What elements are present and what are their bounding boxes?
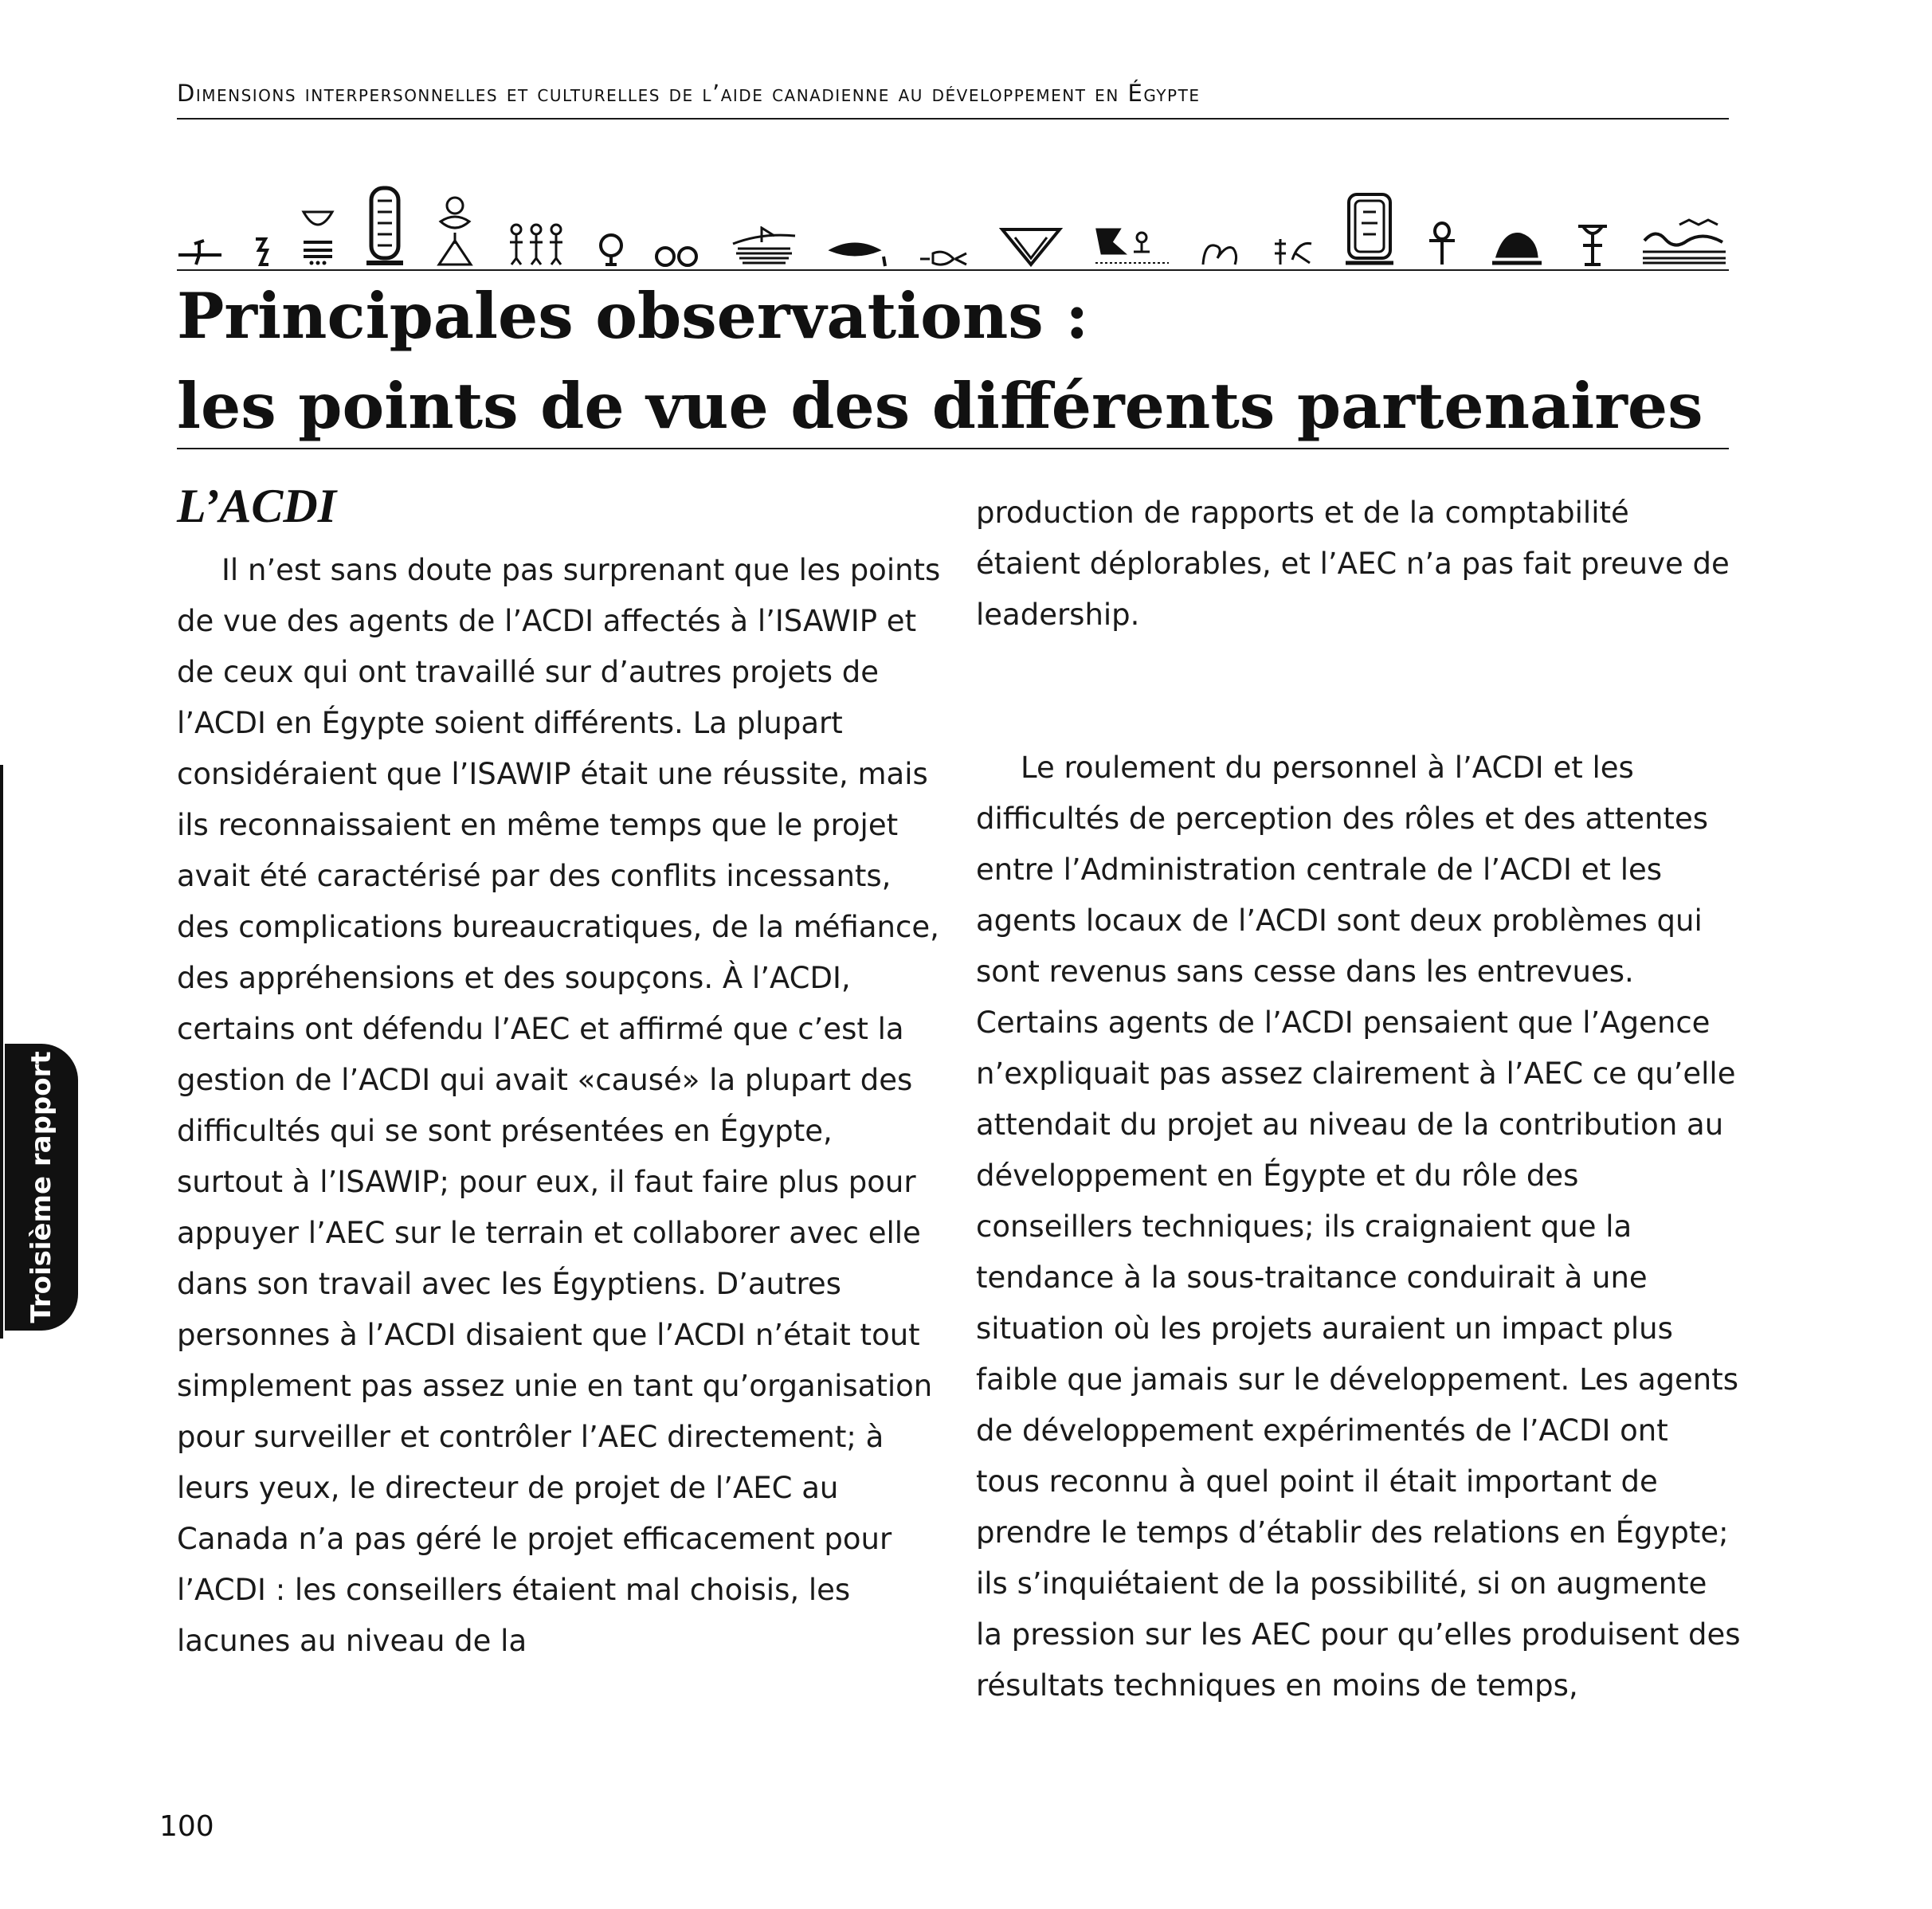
hieroglyph-plant-icon bbox=[1270, 188, 1315, 268]
hieroglyph-triangle-icon bbox=[999, 188, 1063, 268]
page-number: 100 bbox=[159, 1810, 214, 1843]
hieroglyph-pot-icon bbox=[598, 188, 625, 268]
hieroglyph-cartouche-icon bbox=[365, 188, 405, 268]
right-column bbox=[976, 488, 1741, 1711]
hieroglyph-shrine-icon bbox=[1344, 188, 1395, 268]
hieroglyph-eye-icon bbox=[828, 188, 888, 268]
hieroglyph-serpent-icon bbox=[1640, 188, 1729, 268]
hieroglyph-reed-icon bbox=[177, 188, 223, 268]
header-rule bbox=[177, 118, 1729, 120]
hieroglyph-rope-icon bbox=[1200, 188, 1240, 268]
hieroglyph-boat-icon bbox=[730, 188, 798, 268]
body-paragraph: Le roulement du personnel à l’ACDI et les difficultés de perception des rôles et des attentes entre l’Administration centrale de l’ACDI et les agents locaux de l’ACDI sont deux problèmes qui sont revenus sans cesse dans les entrevues. Certains agents de l’ACDI pensaient que l’Agence n’expliquait pas assez clairement à l’AEC ce qu’elle attendait du projet au niveau de la contribution au développement en Égypte et du rôle des conseillers techniques; ils craignaient que la tendance à la sous-traitance conduirait à une situation où les projets auraient un impact plus faible que jamais sur le développement. Les agents de développement expérimentés de l’ACDI ont tous reconnu à quel point il était important de prendre le temps d’établir des relations en Égypte; ils s’inquiétaient de la possibilité, si on augmente la pression sur les AEC pour qu’elles produisent des résultats techniques en moins de temps, bbox=[976, 751, 1741, 1703]
hieroglyph-ankh-icon bbox=[1425, 188, 1460, 268]
hieroglyph-wick-icon bbox=[253, 188, 270, 268]
hieroglyph-lotus-icon bbox=[434, 188, 476, 268]
hieroglyph-strip bbox=[177, 185, 1729, 268]
hieroglyph-bird-icon bbox=[1092, 188, 1170, 268]
margin-line bbox=[0, 765, 3, 1339]
hieroglyph-eyes-icon bbox=[654, 188, 700, 268]
running-header: Dimensions interpersonnelles et culturelles de l’aide canadienne au développement en Égypte bbox=[177, 80, 1201, 107]
side-tab-label: Troisième rapport bbox=[25, 1051, 57, 1323]
chapter-title-line-1: Principales observations : bbox=[177, 279, 1089, 353]
section-heading: L’ACDI bbox=[177, 480, 337, 532]
hieroglyph-basket-icon bbox=[300, 188, 335, 268]
body-paragraph: Il n’est sans doute pas surprenant que les points de vue des agents de l’ACDI affectés à l’ISAWIP et de ceux qui ont travaillé sur d’autres projets de l’ACDI en Égypte soient différents. La plupart considéraient que l’ISAWIP était une réussite, mais ils reconnaissaient en même temps que le projet avait été caractérisé par des conflits incessants, des complications bureaucratiques, de la méfiance, des appréhensions et des soupçons. À l’ACDI, certains ont défendu l’AEC et affirmé que c’est la gestion de l’ACDI qui avait «causé» la plupart des difficultés qui se sont présentées en Égypte, surtout à l’ISAWIP; pour eux, il faut faire plus pour appuyer l’AEC sur le terrain et collaborer avec elle dans son travail avec les Égyptiens. D’autres personnes à l’ACDI disaient que l’ACDI n’était tout simplement pas assez unie en tant qu’organisation pour surveiller et contrôler l’AEC directement; à leurs yeux, le directeur de projet de l’AEC au Canada n’a pas géré le projet efficacement pour l’ACDI : les conseillers étaient mal choisis, les lacunes au niveau de la bbox=[177, 553, 941, 1658]
hieroglyph-scarab-icon bbox=[1489, 188, 1545, 268]
body-paragraph-continued: production de rapports et de la comptabilité étaient déplorables, et l’AEC n’a pas fait preuve de leadership. bbox=[976, 496, 1730, 632]
hieroglyph-fish-icon bbox=[919, 188, 970, 268]
title-bottom-rule bbox=[177, 448, 1729, 449]
chapter-title bbox=[177, 271, 1729, 451]
left-column bbox=[177, 545, 942, 1667]
hieroglyph-figures-icon bbox=[505, 188, 567, 268]
chapter-title-line-2: les points de vue des différents partenaires bbox=[177, 369, 1703, 443]
hieroglyph-column-icon bbox=[1575, 188, 1610, 268]
